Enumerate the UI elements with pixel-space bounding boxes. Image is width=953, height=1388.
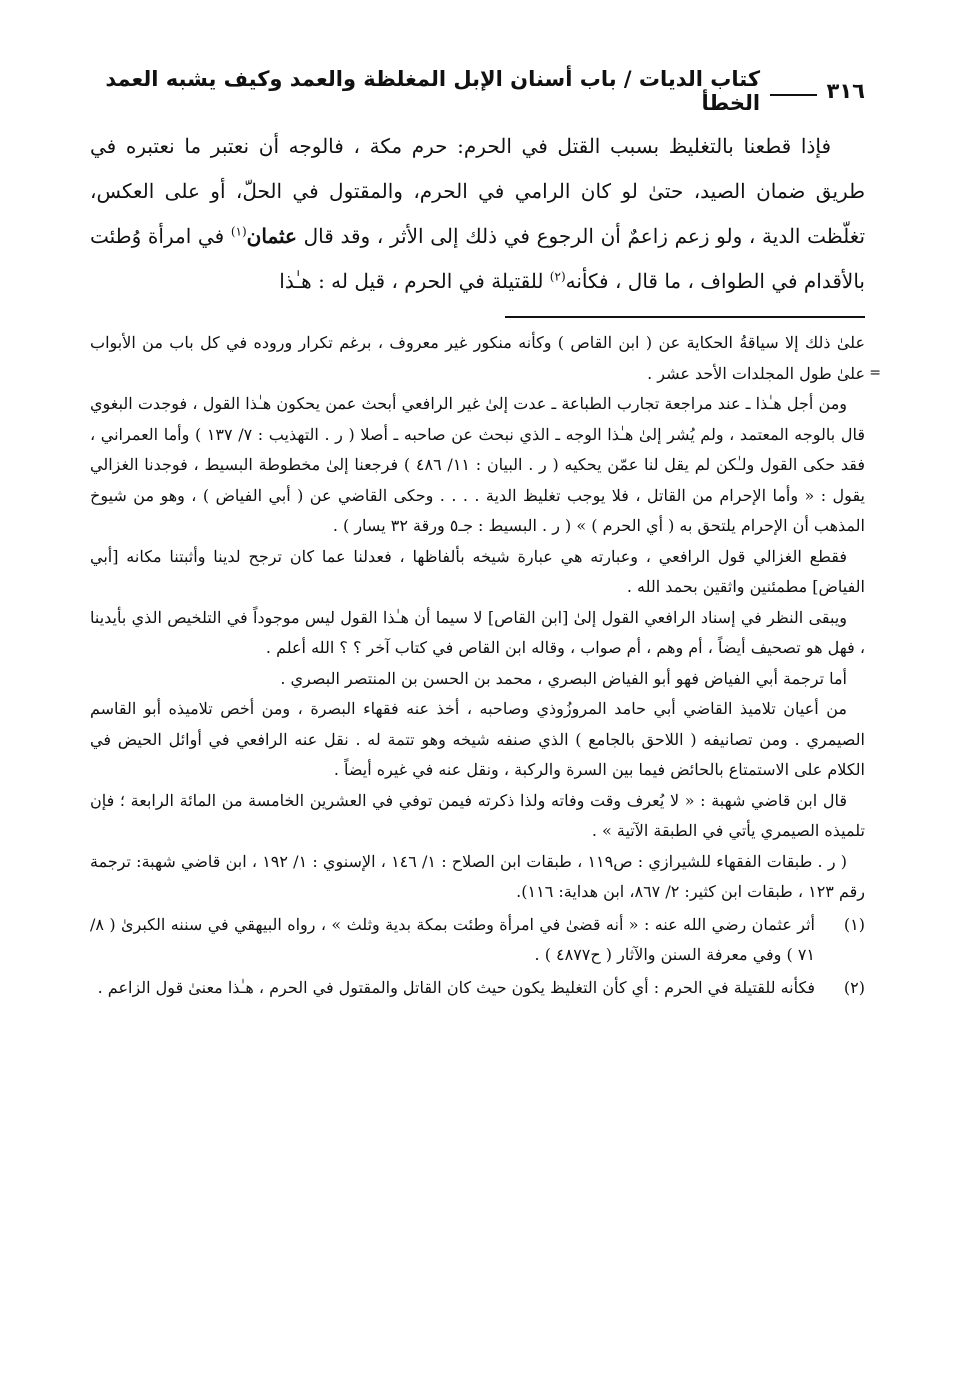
main-text bbox=[90, 124, 865, 304]
document-page bbox=[90, 67, 881, 1348]
page-number: ٣١٦ bbox=[826, 79, 865, 103]
footnotes-area bbox=[90, 328, 865, 1003]
main-text-part1: فإذا قطعنا بالتغليظ بسبب القتل في الحرم: حرم مكة ، فالوجه أن نعتبر ما نعتبره في طريق ضمان الصيد، حتىٰ لو كان الرامي في الحرم، والمقتول في الحلّ، أو على العكس، تغلّظت الدية ، ولو زعم زاعمٌ أن الرجوع في ذلك إلى الأثر ، وقد قال bbox=[90, 134, 866, 248]
note-paragraph: من أعيان تلاميذ القاضي أبي حامد المروزُوذي وصاحبه ، أخذ عنه فقهاء البصرة ، ومن أخص تلاميذه أبو القاسم الصيمري . ومن تصانيفه ( اللاحق بالجامع ) الذي صنفه شيخه وهو تتمة له . نقل عنه الرافعي في أوائل الحيض في الكلام على الاستمتاع بالحائض فيما بين السرة والركبة ، ونقل عنه في غيره أيضاً . bbox=[90, 699, 865, 779]
footnote-separator bbox=[505, 316, 865, 318]
note-paragraph: ويبقى النظر في إسناد الرافعي القول إلىٰ [ابن القاص] لا سيما أن هـٰذا القول ليس موجوداً في التلخيص الذي بأيدينا ، فهل هو تصحيف أيضاً ، أم وهم ، أم صواب ، وقاله ابن القاص في كتاب آخر ؟ ؟ الله أعلم . bbox=[90, 607, 865, 657]
continuation-mark: = bbox=[869, 365, 881, 381]
footnote-text: أثر عثمان رضي الله عنه : « أنه قضىٰ في امرأة وطئت بمكة بدية وثلث » ، رواه البيهقي في سننه الكبرىٰ ( ٨/ ٧١ ) وفي معرفة السنن والآثار ( ح٤٨٧٧ ) . bbox=[90, 914, 816, 964]
note-paragraph: ومن أجل هـٰذا ـ عند مراجعة تجارب الطباعة ـ عدت إلىٰ غير الرافعي أبحث عمن يحكون هـٰذا القول ، فوجدت البغوي قال بالوجه المعتمد ، ولم يُشر إلىٰ هـٰذا الوجه ـ الذي نبحث عن صاحبه ـ أصلا ( ر . التهذيب : ٧/ ١٣٧ ) وأما العمراني ، فقد حكى القول ولـٰكن لم يقل لنا عمّن يحكيه ( ر . البيان : ١١/ ٤٨٦ ) فرجعنا إلىٰ مخطوطة البسيط ، فوجدنا الغزالي يقول : « وأما الإحرام من القاتل ، فلا يوجب تغليظ الدية . . . . وحكى القاضي عن ( أبي الفياض ) ، وهو من شيوخ المذهب أن الإحرام يلتحق به ( أي الحرم ) » ( ر . البسيط : جـ٥ ورقة ٣٢ يسار ) . bbox=[90, 394, 866, 535]
note-paragraph: أما ترجمة أبي الفياض فهو أبو الفياض البصري ، محمد بن الحسن بن المنتصر البصري . bbox=[280, 668, 847, 688]
bold-name: عثمان bbox=[246, 224, 297, 248]
note-paragraph: قال ابن قاضي شهبة : « لا يُعرف وقت وفاته ولذا ذكرته فيمن توفي في العشرين الخامسة من المائة الرابعة ؛ فإن تلميذه الصيمري يأتي في الطبقة الآتية » . bbox=[90, 790, 865, 840]
page-header bbox=[90, 68, 865, 114]
footnote-ref-1[interactable]: (١) bbox=[230, 224, 247, 239]
footnote-number: (٢) bbox=[843, 977, 865, 997]
footnote-1 bbox=[90, 910, 865, 971]
footnote-2 bbox=[90, 973, 865, 1004]
main-text-part2: في امرأة وُطئت بالأقدام في الطواف ، ما قال ، فكأنه bbox=[90, 224, 865, 293]
footnote-text: فكأنه للقتيلة في الحرم : أي كأن التغليظ يكون حيث كان القاتل والمقتول في الحرم ، هـٰذا معنىٰ قول الزاعم . bbox=[97, 977, 815, 997]
note-paragraph: علىٰ ذلك إلا سياقةُ الحكاية عن ( ابن القاص ) وكأنه منكور غير معروف ، برغم تكرار وروده في كل باب من الأبواب علىٰ طول المجلدات الأحد عشر . bbox=[90, 333, 865, 383]
footnote-number: (١) bbox=[843, 914, 865, 934]
note-paragraph: فقطع الغزالي قول الرافعي ، وعبارته هي عبارة شيخه بألفاظها ، فعدلنا عما كان ترجح لدينا وأثبتنا مكانه [أبي الفياض] مطمئنين واثقين بحمد الله . bbox=[90, 546, 865, 596]
note-paragraph: ( ر . طبقات الفقهاء للشيرازي : ص١١٩ ، طبقات ابن الصلاح : ١/ ١٤٦ ، الإسنوي : ١/ ١٩٢ ، ابن قاضي شهبة: ترجمة رقم ١٢٣ ، طبقات ابن كثير: ٢/ ٨٦٧، ابن هداية: ١١٦). bbox=[90, 851, 865, 901]
header-title: كتاب الديات / باب أسنان الإبل المغلظة والعمد وكيف يشبه العمد الخطأ bbox=[105, 67, 761, 115]
header-rule bbox=[770, 94, 816, 96]
footnote-ref-2[interactable]: (٢) bbox=[549, 269, 566, 284]
main-text-part3: للقتيلة في الحرم ، قيل له : هـٰذا bbox=[279, 269, 544, 293]
